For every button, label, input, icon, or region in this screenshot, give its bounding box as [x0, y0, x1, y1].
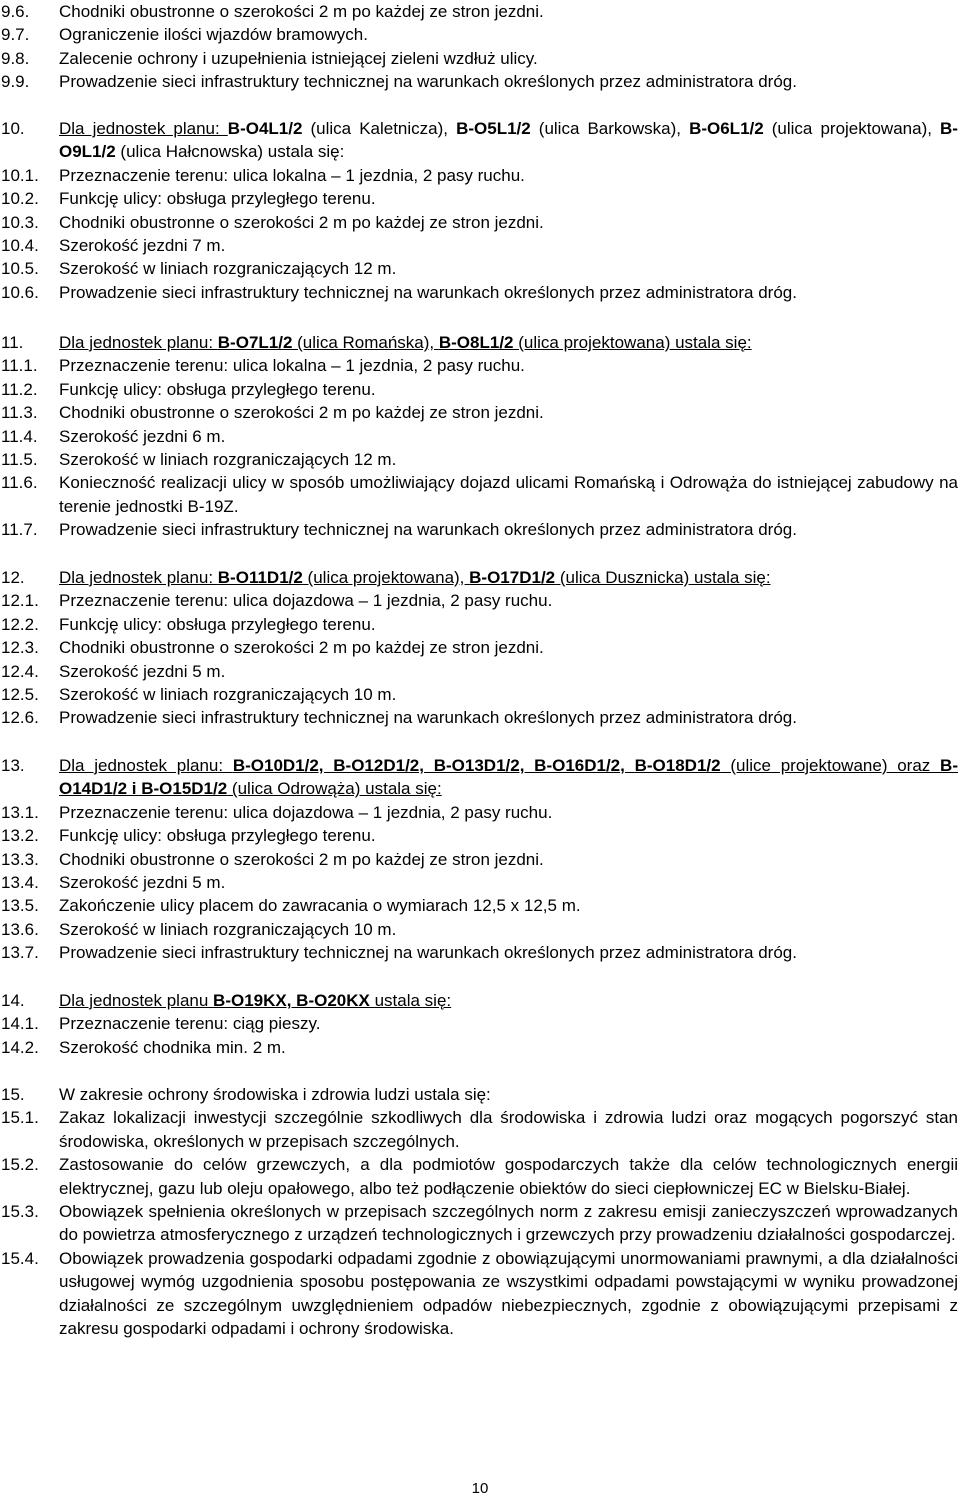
item-text: Prowadzenie sieci infrastruktury technicznej na warunkach określonych przez administratora dróg. [59, 708, 797, 728]
item-number: 11.2. [1, 379, 38, 399]
item-number: 14.1. [1, 1014, 39, 1034]
unit-code: B-O14D1/2 i B-O15D1/2 [59, 756, 958, 799]
item-number: 12.5. [1, 685, 39, 705]
unit-code: B-O11D1/2 [217, 568, 303, 587]
list-item [0, 187, 960, 210]
item-text: Prowadzenie sieci infrastruktury technicznej na warunkach określonych przez administratora dróg. [59, 943, 797, 963]
item-number: 11.1. [1, 356, 38, 376]
section-heading [0, 754, 960, 801]
item-text: Zastosowanie do celów grzewczych, a dla podmiotów gospodarczych także dla celów technologicznych energii elektrycznej, gazu lub oleju opałowego, albo też podłączenie obiektów do sieci ciepłowniczej EC w Bielsku-Białej. [59, 1155, 958, 1198]
item-text: Funkcję ulicy: obsługa przyległego terenu. [59, 379, 376, 399]
list-item [0, 589, 960, 612]
unit-code: B-O19KX, B-O20KX [213, 991, 370, 1010]
item-number: 11.3. [1, 403, 38, 423]
list-item [0, 613, 960, 636]
item-number: 12.4. [1, 661, 39, 681]
item-number: 9.6. [1, 2, 30, 21]
section-heading [0, 989, 960, 1012]
item-text: Chodniki obustronne o szerokości 2 m po każdej ze stron jezdni. [59, 638, 544, 658]
item-text: Prowadzenie sieci infrastruktury technicznej na warunkach określonych przez administratora dróg. [59, 72, 797, 92]
item-number: 14.2. [1, 1037, 39, 1057]
item-number: 13.2. [1, 826, 39, 846]
item-number: 11.6. [1, 473, 38, 493]
list-item [0, 234, 960, 257]
item-text: Przeznaczenie terenu: ciąg pieszy. [59, 1014, 321, 1034]
item-text: Chodniki obustronne o szerokości 2 m po każdej ze stron jezdni. [59, 403, 544, 423]
item-text: Funkcję ulicy: obsługa przyległego terenu. [59, 189, 376, 209]
section-12 [0, 566, 960, 730]
list-item [0, 0, 960, 23]
section-number: 13. [1, 756, 25, 775]
list-item [0, 918, 960, 941]
item-number: 12.1. [1, 591, 39, 611]
item-text: Zalecenie ochrony i uzupełnienia istniejącej zieleni wzdłuż ulicy. [59, 48, 538, 68]
item-number: 12.6. [1, 708, 39, 728]
item-text: Chodniki obustronne o szerokości 2 m po każdej ze stron jezdni. [59, 212, 544, 232]
list-item [0, 636, 960, 659]
item-text: Obowiązek prowadzenia gospodarki odpadami zgodnie z obowiązującymi unormowaniami prawnymi, a dla działalności usługowej wymóg uzgodnienia sposobu postępowania ze wszystkimi odpadami powstającymi w wyniku prowadzonej działalności ze szczególnym uwzględnieniem odpadów niebezpiecznych, zgodnie z obowiązującymi przepisami z zakresu gospodarki odpadami i ochrony środowiska. [59, 1248, 958, 1339]
item-number: 10.5. [1, 259, 39, 279]
section-15 [0, 1083, 960, 1340]
item-text: Przeznaczenie terenu: ulica dojazdowa – 1 jezdnia, 2 pasy ruchu. [59, 591, 553, 611]
unit-code: B-O5L1/2 [456, 119, 531, 138]
section-13 [0, 754, 960, 965]
item-text: Szerokość w liniach rozgraniczających 12 m. [59, 259, 397, 279]
item-text: Szerokość w liniach rozgraniczających 12 m. [59, 450, 397, 470]
list-item [0, 1153, 960, 1200]
item-number: 13.1. [1, 802, 39, 822]
heading-text: W zakresie ochrony środowiska i zdrowia ludzi ustala się: [59, 1085, 491, 1104]
section-number: 14. [1, 991, 25, 1010]
item-number: 9.9. [1, 72, 30, 92]
item-text: Konieczność realizacji ulicy w sposób umożliwiający dojazd ulicami Romańską i Odrowąża do istniejącej zabudowy na terenie jednostki B-19Z. [59, 473, 958, 516]
list-item [0, 801, 960, 824]
item-text: Obowiązek spełnienia określonych w przepisach szczególnych norm z zakresu emisji zanieczyszczeń wprowadzanych do powietrza atmosferycznego z urządzeń technologicznych i grzewczych przy prowadzeniu działalności gospodarczej. [59, 1202, 958, 1245]
list-item [0, 683, 960, 706]
list-item [0, 257, 960, 280]
section-heading [0, 331, 960, 354]
unit-code: B-O4L1/2 [227, 119, 303, 138]
item-text: Prowadzenie sieci infrastruktury technicznej na warunkach określonych przez administratora dróg. [59, 520, 797, 540]
list-item [0, 425, 960, 448]
item-number: 13.6. [1, 919, 39, 939]
section-heading [0, 117, 960, 164]
heading-text: Dla jednostek planu: B-O7L1/2 (ulica Romańska), B-O8L1/2 (ulica projektowana) ustala się: [59, 333, 752, 352]
list-item [0, 378, 960, 401]
item-number: 15.4. [1, 1248, 39, 1268]
unit-code: B-O7L1/2 [217, 333, 293, 352]
list-item [0, 518, 960, 541]
list-item [0, 23, 960, 46]
item-text: Prowadzenie sieci infrastruktury technicznej na warunkach określonych przez administratora dróg. [59, 282, 797, 302]
item-number: 10.1. [1, 165, 39, 185]
item-number: 15.2. [1, 1155, 39, 1175]
item-number: 10.6. [1, 282, 39, 302]
item-text: Szerokość jezdni 5 m. [59, 873, 226, 893]
list-item [0, 706, 960, 729]
item-text: Ograniczenie ilości wjazdów bramowych. [59, 25, 368, 45]
item-text: Szerokość chodnika min. 2 m. [59, 1037, 286, 1057]
item-number: 9.8. [1, 48, 30, 68]
list-item [0, 471, 960, 518]
list-item [0, 354, 960, 377]
item-number: 15.1. [1, 1108, 39, 1128]
section-14 [0, 989, 960, 1059]
list-item [0, 1106, 960, 1153]
item-text: Chodniki obustronne o szerokości 2 m po każdej ze stron jezdni. [59, 2, 544, 21]
heading-text: Dla jednostek planu: B-O10D1/2, B-O12D1/2, B-O13D1/2, B-O16D1/2, B-O18D1/2 (ulice projektowane) oraz B-O14D1/2 i B-O15D1/2 (ulica Odrowąża) ustala się: [59, 756, 958, 799]
item-text: Przeznaczenie terenu: ulica lokalna – 1 jezdnia, 2 pasy ruchu. [59, 165, 525, 185]
item-number: 15.3. [1, 1202, 39, 1222]
unit-code: B-O9L1/2 [59, 119, 958, 162]
item-number: 13.3. [1, 849, 39, 869]
list-item [0, 281, 960, 304]
unit-code: B-O10D1/2, B-O12D1/2, B-O13D1/2, B-O16D1/2, B-O18D1/2 [232, 756, 721, 775]
item-text: Przeznaczenie terenu: ulica dojazdowa – 1 jezdnia, 2 pasy ruchu. [59, 802, 553, 822]
item-text: Zakaz lokalizacji inwestycji szczególnie szkodliwych dla środowiska i zdrowia ludzi oraz mogących pogorszyć stan środowiska, określonych w przepisach szczególnych. [59, 1108, 958, 1151]
unit-code: B-O8L1/2 [438, 333, 514, 352]
item-number: 9.7. [1, 25, 30, 45]
unit-code: B-O6L1/2 [689, 119, 764, 138]
page-number: 10 [471, 1480, 489, 1497]
item-text: Funkcję ulicy: obsługa przyległego terenu. [59, 614, 376, 634]
section-heading [0, 1083, 960, 1106]
section-number: 15. [1, 1085, 25, 1104]
list-item [0, 660, 960, 683]
list-item [0, 894, 960, 917]
list-item [0, 1247, 960, 1341]
list-item [0, 1200, 960, 1247]
item-number: 11.4. [1, 426, 38, 446]
list-item [0, 871, 960, 894]
list-item [0, 401, 960, 424]
heading-text: Dla jednostek planu B-O19KX, B-O20KX ustala się: [59, 991, 452, 1010]
item-text: Szerokość jezdni 7 m. [59, 236, 226, 256]
item-number: 13.4. [1, 873, 39, 893]
list-item [0, 1012, 960, 1035]
heading-text: Dla jednostek planu: B-O11D1/2 (ulica projektowana), B-O17D1/2 (ulica Dusznicka) ustala się: [59, 568, 771, 587]
unit-code: B-O17D1/2 [469, 568, 556, 587]
item-number: 10.3. [1, 212, 39, 232]
list-item [0, 848, 960, 871]
section-number: 12. [1, 568, 25, 587]
item-number: 10.2. [1, 189, 39, 209]
item-text: Szerokość w liniach rozgraniczających 10 m. [59, 919, 397, 939]
list-item [0, 70, 960, 93]
section-10 [0, 117, 960, 304]
item-text: Szerokość w liniach rozgraniczających 10 m. [59, 685, 397, 705]
list-item [0, 448, 960, 471]
item-number: 12.3. [1, 638, 39, 658]
item-number: 13.5. [1, 896, 39, 916]
section-number: 11. [1, 333, 24, 352]
list-item [0, 1036, 960, 1059]
list-item [0, 941, 960, 964]
item-text: Zakończenie ulicy placem do zawracania o wymiarach 12,5 x 12,5 m. [59, 896, 581, 916]
item-text: Przeznaczenie terenu: ulica lokalna – 1 jezdnia, 2 pasy ruchu. [59, 356, 525, 376]
list-item [0, 47, 960, 70]
item-text: Chodniki obustronne o szerokości 2 m po każdej ze stron jezdni. [59, 849, 544, 869]
list-item [0, 824, 960, 847]
section-11 [0, 331, 960, 542]
item-number: 11.5. [1, 450, 38, 470]
item-number: 13.7. [1, 943, 39, 963]
item-number: 10.4. [1, 236, 39, 256]
section-number: 10. [1, 119, 25, 138]
heading-text: Dla jednostek planu: B-O4L1/2 (ulica Kaletnicza), B-O5L1/2 (ulica Barkowska), B-O6L1/2 (ulica projektowana), B-O9L1/2 (ulica Hałcnowska) ustala się: [59, 119, 958, 162]
item-number: 12.2. [1, 614, 39, 634]
list-item [0, 164, 960, 187]
list-item [0, 211, 960, 234]
item-text: Funkcję ulicy: obsługa przyległego terenu. [59, 826, 376, 846]
item-number: 11.7. [1, 520, 38, 540]
section-9-items [0, 0, 960, 94]
item-text: Szerokość jezdni 6 m. [59, 426, 226, 446]
item-text: Szerokość jezdni 5 m. [59, 661, 226, 681]
section-heading [0, 566, 960, 589]
